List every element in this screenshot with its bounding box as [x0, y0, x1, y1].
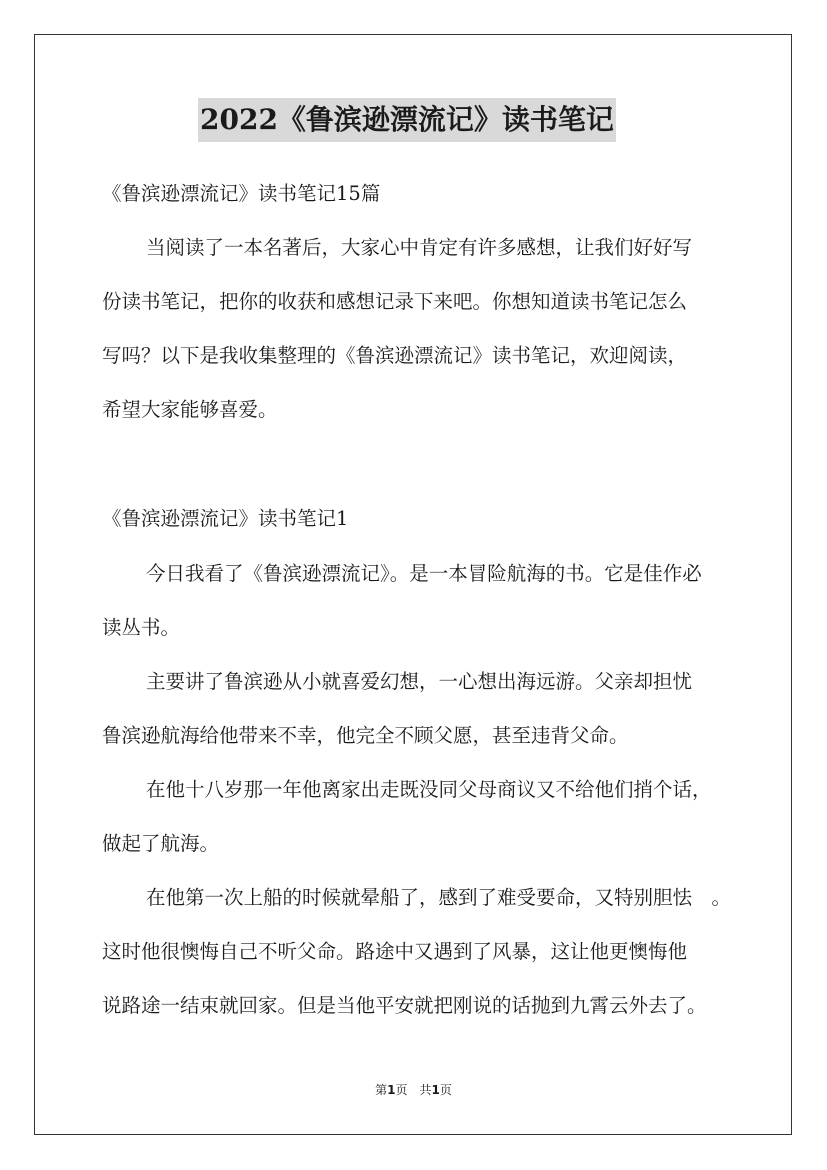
body-line: 鲁滨逊航海给他带来不幸，他完全不顾父愿，甚至违背父命。 — [102, 724, 629, 747]
intro-line: 当阅读了一本名著后，大家心中肯定有许多感想，让我们好好写 — [146, 236, 693, 259]
body-line: 这时他很懊悔自己不听父命。路途中又遇到了风暴，这让他更懊悔他 — [102, 940, 688, 963]
body-line: 读丛书。 — [102, 616, 181, 639]
page-footer — [0, 1082, 827, 1098]
intro-line: 希望大家能够喜爱。 — [102, 398, 278, 421]
section-heading: 《鲁滨逊漂流记》读书笔记1 — [102, 507, 349, 530]
body-line: 主要讲了鲁滨逊从小就喜爱幻想，一心想出海远游。父亲却担忧 — [146, 670, 693, 693]
page-prefix: 第 — [375, 1083, 388, 1097]
page-mid: 页 共 — [395, 1083, 432, 1097]
body-line: 在他第一次上船的时候就晕船了，感到了难受要命，又特别胆怯 。 — [146, 886, 732, 909]
intro-line: 份读书笔记，把你的收获和感想记录下来吧。你想知道读书笔记怎么 — [102, 290, 688, 313]
document-title: 2022《鲁滨逊漂流记》读书笔记 — [198, 98, 616, 142]
body-line: 在他十八岁那一年他离家出走既没同父母商议又不给他们捎个话， — [146, 778, 712, 801]
intro-line: 写吗？以下是我收集整理的《鲁滨逊漂流记》读书笔记，欢迎阅读， — [102, 344, 688, 367]
document-subtitle: 《鲁滨逊漂流记》读书笔记15篇 — [102, 182, 381, 205]
page-current: 1 — [387, 1083, 396, 1097]
body-line: 做起了航海。 — [102, 832, 220, 855]
page-total: 1 — [431, 1083, 440, 1097]
page-suffix: 页 — [439, 1083, 452, 1097]
body-line: 说路途一结束就回家。但是当他平安就把刚说的话抛到九霄云外去了。 — [102, 994, 707, 1017]
body-line: 今日我看了《鲁滨逊漂流记》。是一本冒险航海的书。它是佳作必 — [146, 562, 702, 585]
